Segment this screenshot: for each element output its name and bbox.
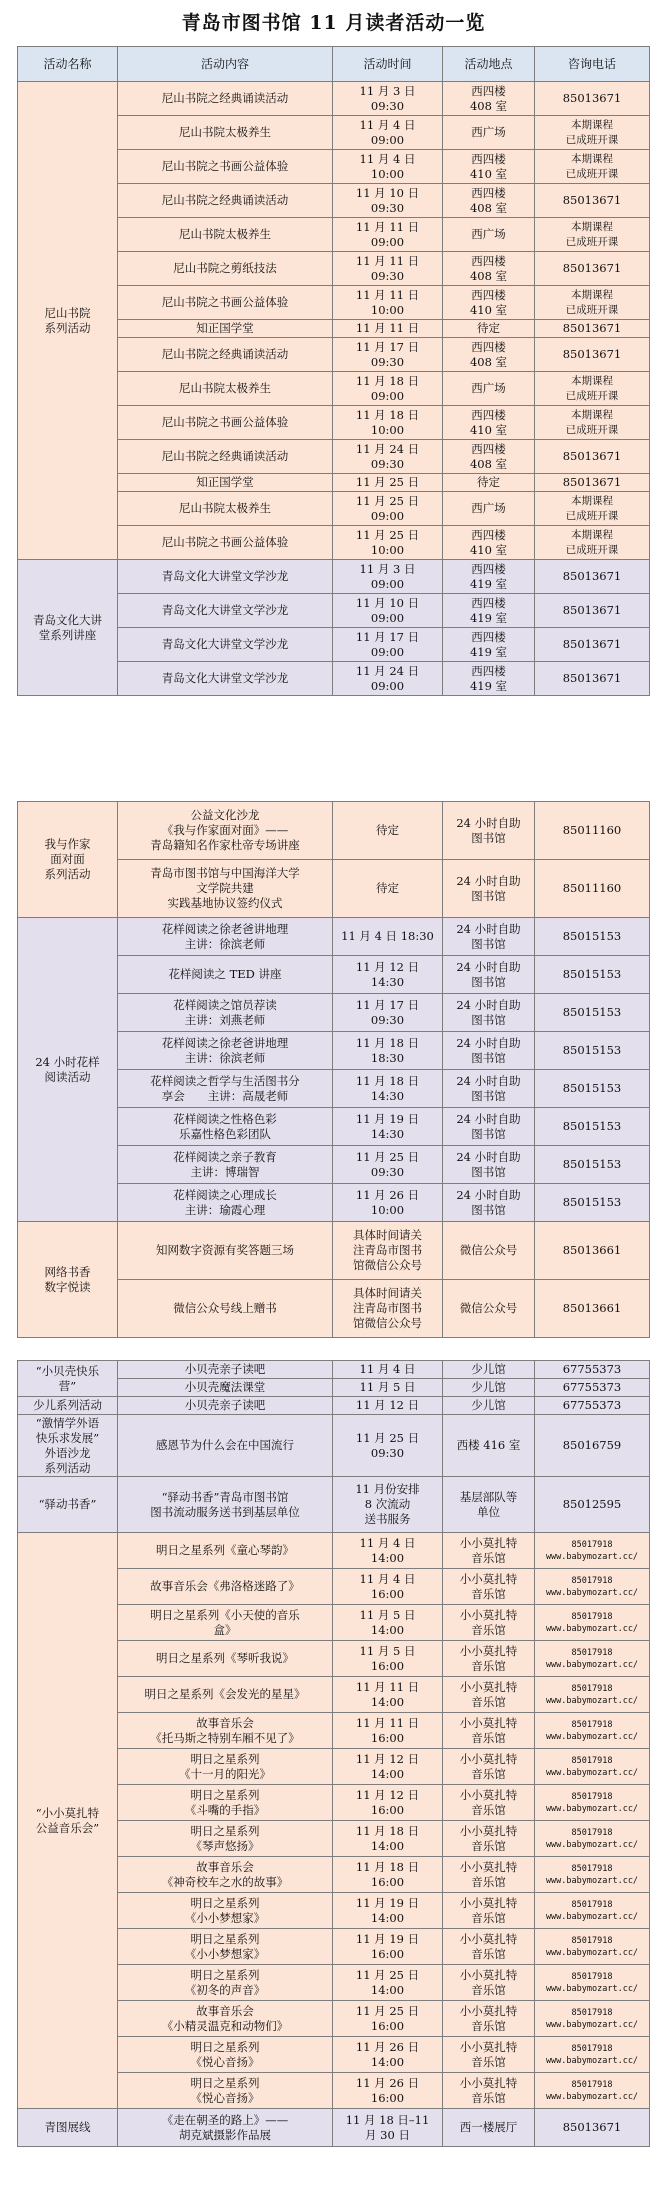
activity-phone: 85013671 xyxy=(535,560,650,594)
activity-content: 知正国学堂 xyxy=(118,320,333,338)
activity-time: 待定 xyxy=(333,802,443,860)
activity-phone: 85017918 www.babymozart.cc/ xyxy=(535,1785,650,1821)
activity-time: 11 月 19 日 16:00 xyxy=(333,1929,443,1965)
table-row xyxy=(18,802,650,860)
activity-place: 小小莫扎特 音乐馆 xyxy=(443,1749,535,1785)
activity-place: 西楼 416 室 xyxy=(443,1415,535,1477)
activity-content: 公益文化沙龙 《我与作家面对面》—— 青岛籍知名作家杜帝专场讲座 xyxy=(118,802,333,860)
activity-place: 西广场 xyxy=(443,116,535,150)
activity-place: 24 小时自助 图书馆 xyxy=(443,1184,535,1222)
activity-time: 11 月 25 日 16:00 xyxy=(333,2001,443,2037)
activity-place: 西四楼 410 室 xyxy=(443,150,535,184)
activity-phone: 85017918 www.babymozart.cc/ xyxy=(535,1713,650,1749)
activity-time: 11 月 5 日 xyxy=(333,1379,443,1397)
activity-phone: 67755373 xyxy=(535,1397,650,1415)
activity-phone: 85017918 www.babymozart.cc/ xyxy=(535,2073,650,2109)
activity-place: 24 小时自助 图书馆 xyxy=(443,918,535,956)
activity-time: 11 月 18 日 10:00 xyxy=(333,406,443,440)
activity-phone: 85015153 xyxy=(535,1184,650,1222)
activity-group-name: 青图展线 xyxy=(18,2109,118,2147)
activity-phone: 85017918 www.babymozart.cc/ xyxy=(535,1929,650,1965)
activity-phone: 85013671 xyxy=(535,252,650,286)
activity-content: 尼山书院之书画公益体验 xyxy=(118,150,333,184)
activity-content: 明日之星系列 《小小梦想家》 xyxy=(118,1893,333,1929)
activity-content: 花样阅读之亲子教育 主讲：博瑞智 xyxy=(118,1146,333,1184)
activity-place: 西四楼 410 室 xyxy=(443,526,535,560)
activity-content: 尼山书院之经典诵读活动 xyxy=(118,184,333,218)
activity-content: “驿动书香”青岛市图书馆 图书流动服务送书到基层单位 xyxy=(118,1477,333,1533)
activity-time: 11 月 4 日 14:00 xyxy=(333,1533,443,1569)
activity-phone: 85013671 xyxy=(535,320,650,338)
activity-time: 11 月 5 日 16:00 xyxy=(333,1641,443,1677)
activity-phone: 85013671 xyxy=(535,2109,650,2147)
activity-place: 小小莫扎特 音乐馆 xyxy=(443,1893,535,1929)
activity-place: 少儿馆 xyxy=(443,1397,535,1415)
activity-time: 11 月 19 日 14:00 xyxy=(333,1893,443,1929)
activity-place: 24 小时自助 图书馆 xyxy=(443,1146,535,1184)
activity-group-name: 尼山书院 系列活动 xyxy=(18,82,118,560)
activity-place: 24 小时自助 图书馆 xyxy=(443,1108,535,1146)
activity-time: 11 月 4 日 09:00 xyxy=(333,116,443,150)
activity-content: 花样阅读之心理成长 主讲：瑜霞心理 xyxy=(118,1184,333,1222)
activity-time: 11 月 10 日 09:00 xyxy=(333,594,443,628)
table-row xyxy=(18,560,650,594)
activity-content: 尼山书院太极养生 xyxy=(118,492,333,526)
activity-phone: 85015153 xyxy=(535,1032,650,1070)
activity-phone: 85013661 xyxy=(535,1280,650,1338)
activity-phone: 85017918 www.babymozart.cc/ xyxy=(535,1605,650,1641)
table-row xyxy=(18,1477,650,1533)
activity-place: 西四楼 419 室 xyxy=(443,662,535,696)
activity-phone: 85017918 www.babymozart.cc/ xyxy=(535,1641,650,1677)
activity-time: 11 月 25 日 09:30 xyxy=(333,1146,443,1184)
activity-place: 小小莫扎特 音乐馆 xyxy=(443,2037,535,2073)
activity-place: 西四楼 408 室 xyxy=(443,184,535,218)
activity-content: 尼山书院之书画公益体验 xyxy=(118,526,333,560)
activity-content: 尼山书院之书画公益体验 xyxy=(118,406,333,440)
activity-time: 11 月份安排 8 次流动 送书服务 xyxy=(333,1477,443,1533)
activity-table-3 xyxy=(17,1360,650,2147)
activity-phone: 85017918 www.babymozart.cc/ xyxy=(535,2001,650,2037)
activity-content: 知正国学堂 xyxy=(118,474,333,492)
activity-content: 明日之星系列 《琴声悠扬》 xyxy=(118,1821,333,1857)
activity-time: 11 月 10 日 09:30 xyxy=(333,184,443,218)
activity-phone: 本期课程 已成班开课 xyxy=(535,150,650,184)
activity-content: 小贝壳亲子读吧 xyxy=(118,1361,333,1379)
activity-time: 11 月 11 日 14:00 xyxy=(333,1677,443,1713)
activity-phone: 85013671 xyxy=(535,82,650,116)
header-activity-time: 活动时间 xyxy=(333,47,443,82)
activity-content: 明日之星系列 《悦心音扬》 xyxy=(118,2037,333,2073)
activity-group-name: “激情学外语 快乐求发展” 外语沙龙 系列活动 xyxy=(18,1415,118,1477)
activity-place: 待定 xyxy=(443,320,535,338)
activity-time: 11 月 12 日 16:00 xyxy=(333,1785,443,1821)
activity-group-name: 青岛文化大讲 堂系列讲座 xyxy=(18,560,118,696)
activity-place: 少儿馆 xyxy=(443,1379,535,1397)
activity-place: 西四楼 408 室 xyxy=(443,338,535,372)
activity-time: 11 月 4 日 10:00 xyxy=(333,150,443,184)
activity-phone: 本期课程 已成班开课 xyxy=(535,492,650,526)
activity-content: 花样阅读之哲学与生活图书分 享会 主讲：高晟老师 xyxy=(118,1070,333,1108)
activity-phone: 85017918 www.babymozart.cc/ xyxy=(535,1965,650,2001)
activity-content: 微信公众号线上赠书 xyxy=(118,1280,333,1338)
activity-phone: 85017918 www.babymozart.cc/ xyxy=(535,1749,650,1785)
activity-place: 小小莫扎特 音乐馆 xyxy=(443,2001,535,2037)
activity-place: 小小莫扎特 音乐馆 xyxy=(443,1821,535,1857)
activity-content: 明日之星系列《童心琴韵》 xyxy=(118,1533,333,1569)
table-row xyxy=(18,1415,650,1477)
activity-group-name: 网络书香 数字悦读 xyxy=(18,1222,118,1338)
activity-place: 微信公众号 xyxy=(443,1222,535,1280)
activity-content: 故事音乐会《弗洛格迷路了》 xyxy=(118,1569,333,1605)
activity-time: 具体时间请关 注青岛市图书 馆微信公众号 xyxy=(333,1222,443,1280)
activity-content: 明日之星系列 《小小梦想家》 xyxy=(118,1929,333,1965)
activity-time: 11 月 4 日 18:30 xyxy=(333,918,443,956)
activity-table-1 xyxy=(17,46,650,696)
activity-content: 明日之星系列 《十一月的阳光》 xyxy=(118,1749,333,1785)
header-activity-name: 活动名称 xyxy=(18,47,118,82)
activity-time: 11 月 26 日 16:00 xyxy=(333,2073,443,2109)
activity-time: 11 月 25 日 14:00 xyxy=(333,1965,443,2001)
table-row xyxy=(18,82,650,116)
activity-time: 11 月 24 日 09:30 xyxy=(333,440,443,474)
activity-place: 24 小时自助 图书馆 xyxy=(443,956,535,994)
activity-time: 11 月 4 日 xyxy=(333,1361,443,1379)
activity-content: 尼山书院之剪纸技法 xyxy=(118,252,333,286)
activity-place: 西四楼 410 室 xyxy=(443,406,535,440)
activity-place: 小小莫扎特 音乐馆 xyxy=(443,1533,535,1569)
activity-content: 花样阅读之馆员荐读 主讲：刘燕老师 xyxy=(118,994,333,1032)
activity-content: 明日之星系列 《悦心音扬》 xyxy=(118,2073,333,2109)
activity-time: 11 月 11 日 16:00 xyxy=(333,1713,443,1749)
activity-phone: 85017918 www.babymozart.cc/ xyxy=(535,1533,650,1569)
activity-place: 24 小时自助 图书馆 xyxy=(443,1032,535,1070)
activity-phone: 85013671 xyxy=(535,628,650,662)
activity-group-name: 我与作家 面对面 系列活动 xyxy=(18,802,118,918)
activity-phone: 本期课程 已成班开课 xyxy=(535,116,650,150)
activity-phone: 本期课程 已成班开课 xyxy=(535,406,650,440)
table-header-row xyxy=(18,47,650,82)
activity-phone: 85015153 xyxy=(535,1108,650,1146)
activity-phone: 85017918 www.babymozart.cc/ xyxy=(535,2037,650,2073)
activity-time: 11 月 25 日 09:00 xyxy=(333,492,443,526)
activity-time: 11 月 3 日 09:30 xyxy=(333,82,443,116)
activity-place: 待定 xyxy=(443,474,535,492)
activity-phone: 本期课程 已成班开课 xyxy=(535,218,650,252)
activity-time: 11 月 17 日 09:30 xyxy=(333,338,443,372)
activity-time: 11 月 17 日 09:00 xyxy=(333,628,443,662)
activity-phone: 67755373 xyxy=(535,1379,650,1397)
table-row xyxy=(18,1222,650,1280)
activity-phone: 67755373 xyxy=(535,1361,650,1379)
activity-content: 明日之星系列 《初冬的声音》 xyxy=(118,1965,333,2001)
activity-content: 花样阅读之徐老爸讲地理 主讲：徐滨老师 xyxy=(118,918,333,956)
activity-group-name: “驿动书香” xyxy=(18,1477,118,1533)
header-phone: 咨询电话 xyxy=(535,47,650,82)
activity-time: 11 月 26 日 10:00 xyxy=(333,1184,443,1222)
activity-phone: 85017918 www.babymozart.cc/ xyxy=(535,1677,650,1713)
activity-content: 小贝壳亲子读吧 xyxy=(118,1397,333,1415)
activity-content: 青岛市图书馆与中国海洋大学 文学院共建 实践基地协议签约仪式 xyxy=(118,860,333,918)
activity-place: 小小莫扎特 音乐馆 xyxy=(443,2073,535,2109)
activity-time: 11 月 18 日–11 月 30 日 xyxy=(333,2109,443,2147)
table-row xyxy=(18,1361,650,1379)
activity-group-name: “小贝壳快乐 营” xyxy=(18,1361,118,1397)
activity-content: 《走在朝圣的路上》—— 胡克斌摄影作品展 xyxy=(118,2109,333,2147)
activity-time: 11 月 11 日 xyxy=(333,320,443,338)
activity-content: 青岛文化大讲堂文学沙龙 xyxy=(118,560,333,594)
activity-phone: 85017918 www.babymozart.cc/ xyxy=(535,1893,650,1929)
activity-content: 尼山书院之书画公益体验 xyxy=(118,286,333,320)
page-title: 青岛市图书馆 11 月读者活动一览 xyxy=(181,12,486,34)
activity-time: 11 月 26 日 14:00 xyxy=(333,2037,443,2073)
activity-content: 尼山书院之经典诵读活动 xyxy=(118,338,333,372)
activity-content: 知网数字资源有奖答题三场 xyxy=(118,1222,333,1280)
activity-content: 青岛文化大讲堂文学沙龙 xyxy=(118,594,333,628)
activity-phone: 85015153 xyxy=(535,1146,650,1184)
activity-content: 故事音乐会 《小精灵温克和动物们》 xyxy=(118,2001,333,2037)
activity-content: 花样阅读之徐老爸讲地理 主讲：徐滨老师 xyxy=(118,1032,333,1070)
activity-phone: 85013671 xyxy=(535,338,650,372)
activity-place: 24 小时自助 图书馆 xyxy=(443,802,535,860)
activity-place: 24 小时自助 图书馆 xyxy=(443,994,535,1032)
activity-place: 小小莫扎特 音乐馆 xyxy=(443,1605,535,1641)
activity-content: 花样阅读之性格色彩 乐嘉性格色彩团队 xyxy=(118,1108,333,1146)
activity-place: 西一楼展厅 xyxy=(443,2109,535,2147)
activity-phone: 85011160 xyxy=(535,802,650,860)
activity-time: 11 月 25 日 09:30 xyxy=(333,1415,443,1477)
activity-phone: 85013671 xyxy=(535,662,650,696)
activity-phone: 本期课程 已成班开课 xyxy=(535,526,650,560)
activity-time: 具体时间请关 注青岛市图书 馆微信公众号 xyxy=(333,1280,443,1338)
activity-place: 微信公众号 xyxy=(443,1280,535,1338)
activity-place: 西四楼 419 室 xyxy=(443,560,535,594)
activity-phone: 85011160 xyxy=(535,860,650,918)
activity-group-name: “小小莫扎特 公益音乐会” xyxy=(18,1533,118,2109)
activity-time: 11 月 18 日 09:00 xyxy=(333,372,443,406)
activity-place: 西广场 xyxy=(443,372,535,406)
activity-content: 明日之星系列 《斗嘴的手指》 xyxy=(118,1785,333,1821)
activity-content: 尼山书院太极养生 xyxy=(118,372,333,406)
activity-phone: 85013671 xyxy=(535,184,650,218)
activity-place: 西四楼 410 室 xyxy=(443,286,535,320)
activity-phone: 85015153 xyxy=(535,956,650,994)
activity-content: 尼山书院太极养生 xyxy=(118,116,333,150)
activity-content: 小贝壳魔法课堂 xyxy=(118,1379,333,1397)
activity-content: 花样阅读之 TED 讲座 xyxy=(118,956,333,994)
activity-time: 11 月 25 日 xyxy=(333,474,443,492)
activity-place: 西广场 xyxy=(443,218,535,252)
activity-place: 西四楼 408 室 xyxy=(443,252,535,286)
activity-time: 11 月 11 日 09:00 xyxy=(333,218,443,252)
activity-place: 小小莫扎特 音乐馆 xyxy=(443,1785,535,1821)
activity-place: 小小莫扎特 音乐馆 xyxy=(443,1569,535,1605)
activity-place: 西四楼 419 室 xyxy=(443,594,535,628)
activity-place: 基层部队等 单位 xyxy=(443,1477,535,1533)
activity-group-name: 24 小时花样 阅读活动 xyxy=(18,918,118,1222)
table-row xyxy=(18,918,650,956)
activity-phone: 85015153 xyxy=(535,918,650,956)
activity-content: 青岛文化大讲堂文学沙龙 xyxy=(118,628,333,662)
activity-place: 小小莫扎特 音乐馆 xyxy=(443,1965,535,2001)
table-row xyxy=(18,1397,650,1415)
activity-place: 西四楼 408 室 xyxy=(443,82,535,116)
activity-content: 尼山书院之经典诵读活动 xyxy=(118,440,333,474)
activity-group-name: 少儿系列活动 xyxy=(18,1397,118,1415)
activity-time: 11 月 18 日 18:30 xyxy=(333,1032,443,1070)
activity-phone: 本期课程 已成班开课 xyxy=(535,286,650,320)
activity-time: 11 月 12 日 xyxy=(333,1397,443,1415)
header-activity-place: 活动地点 xyxy=(443,47,535,82)
activity-content: 明日之星系列《小天使的音乐 盒》 xyxy=(118,1605,333,1641)
activity-content: 故事音乐会 《托马斯之特别车厢不见了》 xyxy=(118,1713,333,1749)
activity-place: 西四楼 408 室 xyxy=(443,440,535,474)
activity-place: 少儿馆 xyxy=(443,1361,535,1379)
activity-phone: 85012595 xyxy=(535,1477,650,1533)
activity-phone: 85013671 xyxy=(535,440,650,474)
activity-phone: 85015153 xyxy=(535,1070,650,1108)
activity-content: 尼山书院之经典诵读活动 xyxy=(118,82,333,116)
activity-place: 24 小时自助 图书馆 xyxy=(443,860,535,918)
activity-time: 11 月 5 日 14:00 xyxy=(333,1605,443,1641)
activity-place: 小小莫扎特 音乐馆 xyxy=(443,1677,535,1713)
activity-content: 明日之星系列《会发光的星星》 xyxy=(118,1677,333,1713)
activity-time: 11 月 25 日 10:00 xyxy=(333,526,443,560)
activity-content: 感恩节为什么会在中国流行 xyxy=(118,1415,333,1477)
activity-phone: 本期课程 已成班开课 xyxy=(535,372,650,406)
activity-time: 11 月 11 日 09:30 xyxy=(333,252,443,286)
activity-phone: 85015153 xyxy=(535,994,650,1032)
activity-time: 11 月 18 日 14:30 xyxy=(333,1070,443,1108)
activity-time: 11 月 18 日 16:00 xyxy=(333,1857,443,1893)
activity-phone: 85017918 www.babymozart.cc/ xyxy=(535,1569,650,1605)
activity-phone: 85016759 xyxy=(535,1415,650,1477)
activity-place: 小小莫扎特 音乐馆 xyxy=(443,1641,535,1677)
activity-phone: 85013661 xyxy=(535,1222,650,1280)
activity-time: 11 月 3 日 09:00 xyxy=(333,560,443,594)
activity-time: 11 月 4 日 16:00 xyxy=(333,1569,443,1605)
activity-content: 尼山书院太极养生 xyxy=(118,218,333,252)
activity-phone: 85013671 xyxy=(535,594,650,628)
activity-phone: 85017918 www.babymozart.cc/ xyxy=(535,1821,650,1857)
activity-place: 西广场 xyxy=(443,492,535,526)
activity-time: 11 月 11 日 10:00 xyxy=(333,286,443,320)
activity-place: 小小莫扎特 音乐馆 xyxy=(443,1713,535,1749)
activity-phone: 85017918 www.babymozart.cc/ xyxy=(535,1857,650,1893)
activity-content: 明日之星系列《琴听我说》 xyxy=(118,1641,333,1677)
activity-time: 11 月 24 日 09:00 xyxy=(333,662,443,696)
header-activity-content: 活动内容 xyxy=(118,47,333,82)
activity-time: 待定 xyxy=(333,860,443,918)
activity-time: 11 月 18 日 14:00 xyxy=(333,1821,443,1857)
table-row xyxy=(18,2109,650,2147)
activity-content: 故事音乐会 《神奇校车之水的故事》 xyxy=(118,1857,333,1893)
activity-table-2 xyxy=(17,801,650,1338)
activity-phone: 85013671 xyxy=(535,474,650,492)
activity-content: 青岛文化大讲堂文学沙龙 xyxy=(118,662,333,696)
activity-time: 11 月 19 日 14:30 xyxy=(333,1108,443,1146)
activity-place: 24 小时自助 图书馆 xyxy=(443,1070,535,1108)
activity-time: 11 月 12 日 14:30 xyxy=(333,956,443,994)
activity-place: 小小莫扎特 音乐馆 xyxy=(443,1929,535,1965)
activity-time: 11 月 17 日 09:30 xyxy=(333,994,443,1032)
table-row xyxy=(18,1533,650,1569)
activity-place: 西四楼 419 室 xyxy=(443,628,535,662)
activity-place: 小小莫扎特 音乐馆 xyxy=(443,1857,535,1893)
activity-time: 11 月 12 日 14:00 xyxy=(333,1749,443,1785)
